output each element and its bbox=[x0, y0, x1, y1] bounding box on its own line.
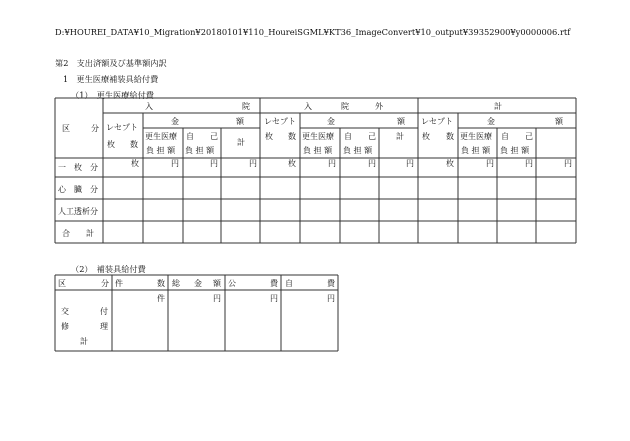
kosei-1: 更生医療 bbox=[145, 132, 177, 141]
futan-1: 負 担 額 bbox=[146, 146, 176, 155]
receipt-label-1: レセプト bbox=[106, 123, 138, 132]
receipt-mai-2: 枚 bbox=[265, 132, 273, 141]
jiko-b-3: 己 bbox=[525, 132, 533, 141]
t2-col-kubun-1: 区 bbox=[58, 279, 66, 288]
group-gairai-2: 院 bbox=[341, 102, 349, 111]
unit-en-2c: 円 bbox=[406, 159, 414, 168]
jiko-b-2: 己 bbox=[368, 132, 376, 141]
jiko-a-2: 自 bbox=[344, 132, 352, 141]
t2-unit-en-c: 円 bbox=[327, 294, 335, 303]
row-label-gokei: 合 計 bbox=[62, 229, 94, 238]
t2-unit-ken: 件 bbox=[157, 294, 165, 303]
t2-col-kubun-2: 分 bbox=[101, 279, 109, 288]
t2-col-sokingaku-2: 金 bbox=[194, 279, 202, 288]
col-kubun-1: 区 bbox=[62, 124, 70, 133]
receipt-su-1: 数 bbox=[130, 140, 138, 149]
t2-unit-en-b: 円 bbox=[270, 294, 278, 303]
kin-2: 金 bbox=[327, 117, 335, 126]
group-nyuin-1: 入 bbox=[145, 102, 153, 111]
receipt-su-3: 数 bbox=[446, 132, 454, 141]
t2-col-kohi-1: 公 bbox=[228, 279, 236, 288]
t2-col-kensu-2: 数 bbox=[157, 279, 165, 288]
group-gairai-1: 入 bbox=[304, 102, 312, 111]
t2-row-kofu-2: 付 bbox=[100, 307, 108, 316]
row-label-shinzo: 心 臓 分 bbox=[58, 185, 98, 194]
kei-2: 計 bbox=[396, 132, 404, 141]
t2-col-sokingaku-3: 額 bbox=[213, 279, 221, 288]
col-kubun-2: 分 bbox=[91, 124, 99, 133]
unit-en-2a: 円 bbox=[328, 159, 336, 168]
group-kei: 計 bbox=[494, 102, 502, 111]
gaku-3: 額 bbox=[555, 117, 563, 126]
t2-col-kohi-2: 費 bbox=[270, 279, 278, 288]
row-label-jinko: 人工透析分 bbox=[58, 207, 98, 216]
group-nyuin-2: 院 bbox=[242, 102, 250, 111]
jiko-futan-1: 負 担 額 bbox=[185, 146, 215, 155]
t2-unit-en-a: 円 bbox=[213, 294, 221, 303]
jiko-futan-3: 負 担 額 bbox=[500, 146, 530, 155]
subsection-heading: 1 更生医療補装具給付費 bbox=[63, 74, 159, 84]
jiko-futan-2: 負 担 額 bbox=[343, 146, 373, 155]
unit-en-1a: 円 bbox=[171, 159, 179, 168]
table1-heading: （1） 更生医療給付費 bbox=[71, 90, 154, 100]
receipt-label-3: レセプト bbox=[421, 117, 453, 126]
futan-2: 負 担 額 bbox=[303, 146, 333, 155]
kosei-2: 更生医療 bbox=[302, 132, 334, 141]
kosei-3: 更生医療 bbox=[460, 132, 492, 141]
unit-en-1c: 円 bbox=[249, 159, 257, 168]
t2-row-shuri-1: 修 bbox=[61, 322, 69, 331]
unit-mai-2: 枚 bbox=[288, 159, 296, 168]
section-heading: 第2 支出済額及び基準額内訳 bbox=[55, 58, 167, 68]
jiko-b-1: 己 bbox=[210, 132, 218, 141]
file-path: D:¥HOUREI_DATA¥10_Migration¥20180101¥110_HoureiSGML¥KT36_ImageConvert¥10_output¥39352900¥y0000006.rtf bbox=[55, 27, 571, 37]
receipt-su-2: 数 bbox=[288, 132, 296, 141]
unit-mai-3: 枚 bbox=[446, 159, 454, 168]
t2-row-kei: 計 bbox=[80, 337, 88, 346]
gaku-2: 額 bbox=[397, 117, 405, 126]
jiko-a-1: 自 bbox=[186, 132, 194, 141]
t2-col-jihi-2: 費 bbox=[327, 279, 335, 288]
unit-en-1b: 円 bbox=[210, 159, 218, 168]
receipt-mai-3: 枚 bbox=[422, 132, 430, 141]
unit-en-3b: 円 bbox=[525, 159, 533, 168]
unit-en-3c: 円 bbox=[564, 159, 572, 168]
row-label-ichimai: 一 枚 分 bbox=[58, 163, 98, 172]
receipt-mai-1: 枚 bbox=[107, 140, 115, 149]
jiko-a-3: 自 bbox=[501, 132, 509, 141]
t2-col-sokingaku-1: 総 bbox=[172, 279, 180, 288]
table1-grid bbox=[55, 98, 576, 243]
t2-col-kensu-1: 件 bbox=[115, 279, 123, 288]
kin-3: 金 bbox=[487, 117, 495, 126]
unit-mai-1: 枚 bbox=[131, 159, 139, 168]
receipt-label-2: レセプト bbox=[264, 117, 296, 126]
group-gairai-3: 外 bbox=[375, 102, 383, 111]
futan-3: 負 担 額 bbox=[461, 146, 491, 155]
unit-en-3a: 円 bbox=[486, 159, 494, 168]
t2-row-shuri-2: 理 bbox=[100, 322, 108, 331]
kin-1: 金 bbox=[171, 117, 179, 126]
kei-1: 計 bbox=[237, 138, 245, 147]
unit-en-2b: 円 bbox=[368, 159, 376, 168]
table2-heading: （2） 補装具給付費 bbox=[71, 264, 146, 274]
t2-row-kofu-1: 交 bbox=[61, 307, 69, 316]
t2-col-jihi-1: 自 bbox=[285, 279, 293, 288]
gaku-1: 額 bbox=[236, 117, 244, 126]
